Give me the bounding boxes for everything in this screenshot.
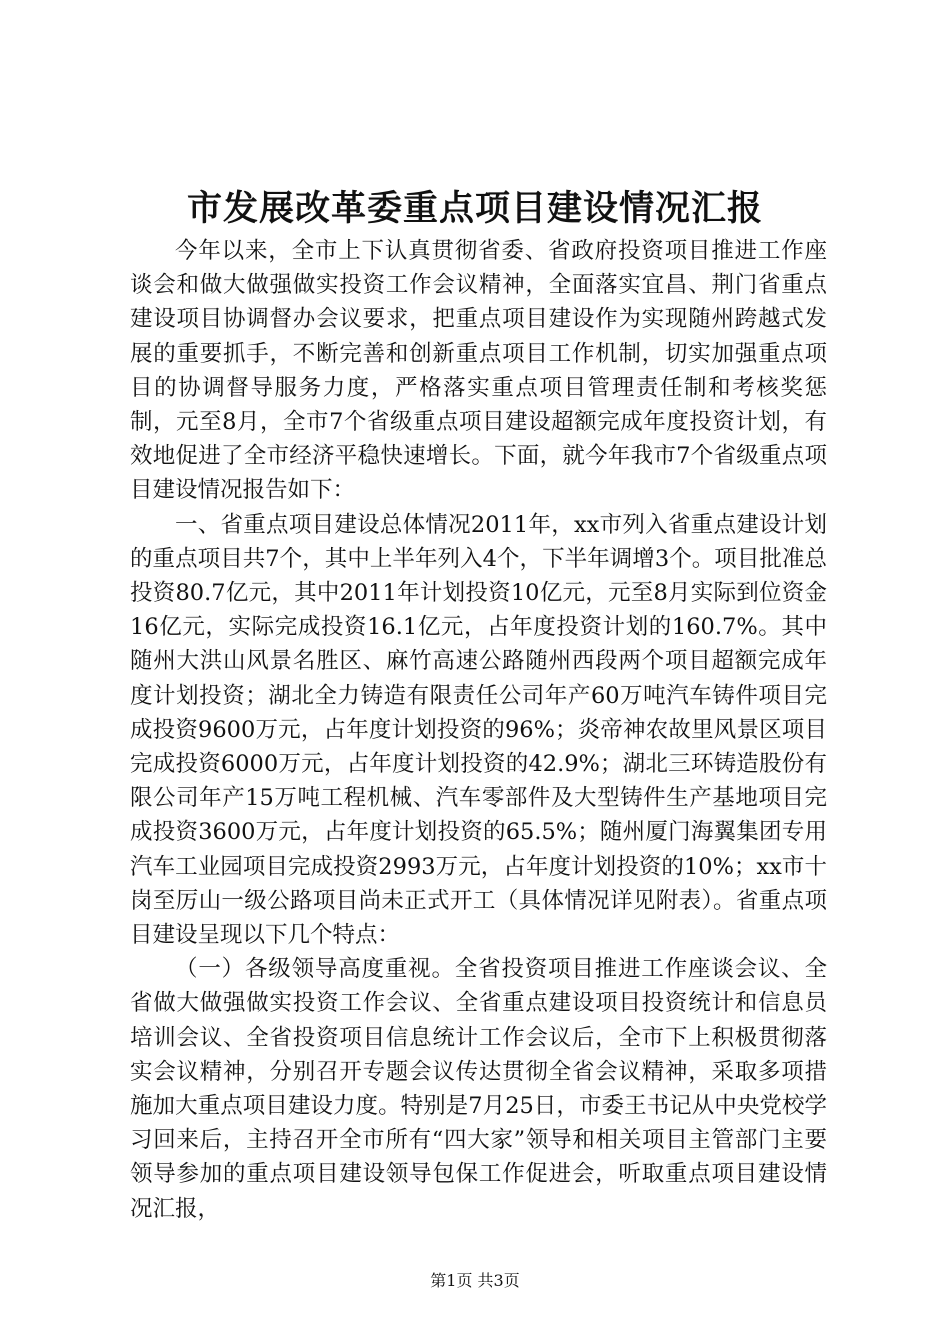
paragraph-overview: 一、省重点项目建设总体情况2011年，xx市列入省重点建设计划的重点项目共7个，其中上半年列入4个，下半年调增3个。项目批准总投资80.7亿元，其中2011年计划投资10亿元，元至8月实际到位资金16亿元，实际完成投资16.1亿元，占年度投资计划的160.7%。其中随州大洪山风景名胜区、麻竹高速公路随州西段两个项目超额完成年度计划投资；湖北全力铸造有限责任公司年产60万吨汽车铸件项目完成投资9600万元，占年度计划投资的96%；炎帝神农故里风景区项目完成投资6000万元，占年度计划投资的42.9%；湖北三环铸造股份有限公司年产15万吨工程机械、汽车零部件及大型铸件生产基地项目完成投资3600万元，占年度计划投资的65.5%；随州厦门海翼集团专用汽车工业园项目完成投资2993万元，占年度计划投资的10%；xx市十岗至厉山一级公路项目尚未正式开工（具体情况详见附表）。省重点项目建设呈现以下几个特点： [130,511,827,949]
document-body [130,234,827,1226]
paragraph-leadership: （一）各级领导高度重视。全省投资项目推进工作座谈会议、全省做大做强做实投资工作会议、全省重点建设项目投资统计和信息员培训会议、全省投资项目信息统计工作会议后，全市下上积极贯彻落实会议精神，分别召开专题会议传达贯彻全省会议精神，采取多项措施加大重点项目建设力度。特别是7月25日，市委王书记从中央党校学习回来后，主持召开全市所有“四大家”领导和相关项目主管部门主要领导参加的重点项目建设领导包保工作促进会，听取重点项目建设情况汇报， [130,956,827,1222]
page-footer: 第1页 共3页 [430,1271,520,1290]
paragraph-intro: 今年以来，全市上下认真贯彻省委、省政府投资项目推进工作座谈会和做大做强做实投资工作会议精神，全面落实宜昌、荆门省重点建设项目协调督办会议要求，把重点项目建设作为实现随州跨越式发展的重要抓手，不断完善和创新重点项目工作机制，切实加强重点项目的协调督导服务力度，严格落实重点项目管理责任制和考核奖惩制，元至8月，全市7个省级重点项目建设超额完成年度投资计划，有效地促进了全市经济平稳快速增长。下面，就今年我市7个省级重点项目建设情况报告如下： [130,238,827,504]
document-title: 市发展改革委重点项目建设情况汇报 [186,188,763,229]
